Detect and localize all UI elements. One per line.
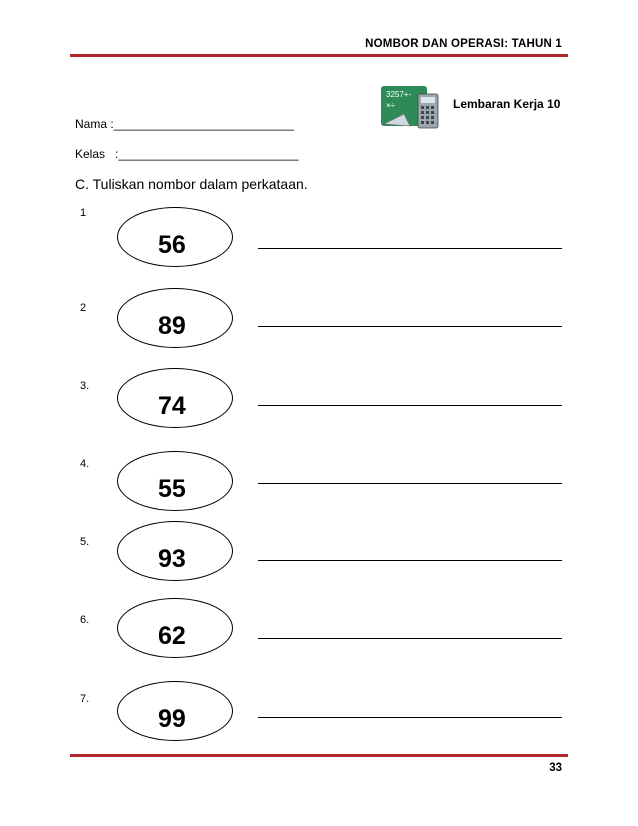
name-field[interactable] bbox=[75, 117, 294, 131]
class-label: Kelas : bbox=[75, 147, 119, 161]
question-label: 2 bbox=[80, 302, 87, 314]
answer-line[interactable] bbox=[258, 405, 562, 406]
svg-text:3257+-: 3257+- bbox=[386, 90, 412, 99]
page-number: 33 bbox=[549, 762, 562, 774]
number-value: 74 bbox=[158, 392, 186, 420]
header-title: NOMBOR DAN OPERASI: TAHUN 1 bbox=[365, 38, 562, 50]
answer-line[interactable] bbox=[258, 638, 562, 639]
answer-line[interactable] bbox=[258, 483, 562, 484]
header-divider bbox=[70, 54, 568, 57]
number-value: 89 bbox=[158, 312, 186, 340]
answer-line[interactable] bbox=[258, 560, 562, 561]
question-label: 7. bbox=[80, 693, 90, 705]
number-value: 56 bbox=[158, 231, 186, 259]
number-bubble bbox=[117, 681, 233, 741]
question-label: 6. bbox=[80, 614, 90, 626]
class-field[interactable] bbox=[75, 147, 299, 161]
number-bubble bbox=[117, 451, 233, 511]
worksheet-label: Lembaran Kerja 10 bbox=[453, 97, 561, 111]
answer-line[interactable] bbox=[258, 248, 562, 249]
answer-line[interactable] bbox=[258, 326, 562, 327]
question-label: 3. bbox=[80, 380, 90, 392]
question-label: 5. bbox=[80, 536, 90, 548]
name-label: Nama : bbox=[75, 117, 114, 131]
answer-line[interactable] bbox=[258, 717, 562, 718]
question-label: 4. bbox=[80, 458, 90, 470]
number-bubble bbox=[117, 288, 233, 348]
number-bubble bbox=[117, 598, 233, 658]
number-value: 99 bbox=[158, 705, 186, 733]
question-label: 1 bbox=[80, 207, 87, 219]
number-bubble bbox=[117, 368, 233, 428]
calculator-icon bbox=[380, 84, 442, 134]
number-bubble bbox=[117, 521, 233, 581]
footer-divider bbox=[70, 754, 568, 757]
name-blank: ___________________________ bbox=[113, 117, 294, 131]
number-value: 62 bbox=[158, 622, 186, 650]
number-value: 93 bbox=[158, 545, 186, 573]
svg-text:×÷: ×÷ bbox=[386, 101, 396, 110]
number-bubble bbox=[117, 207, 233, 267]
number-value: 55 bbox=[158, 475, 186, 503]
class-blank: ___________________________ bbox=[118, 147, 299, 161]
section-title: C. Tuliskan nombor dalam perkataan. bbox=[75, 176, 308, 192]
